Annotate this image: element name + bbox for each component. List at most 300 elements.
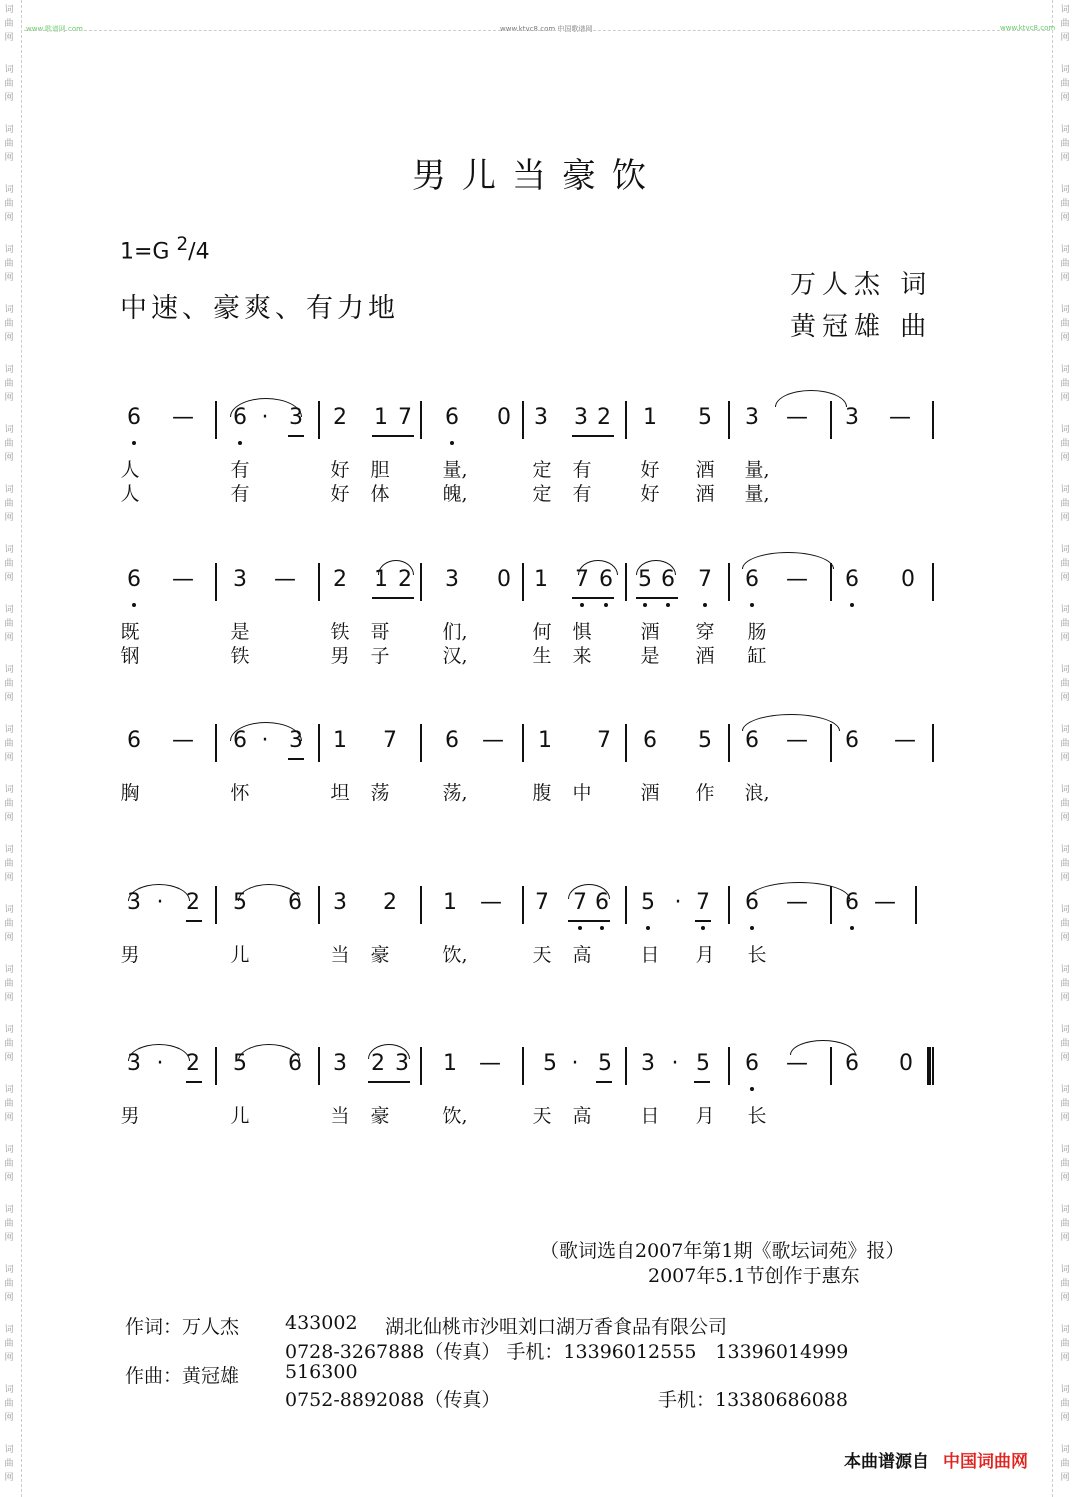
note: 5 xyxy=(698,728,712,753)
lyric-line-2: 汉, xyxy=(442,645,468,667)
underline xyxy=(572,597,614,599)
lyric-line-1: 长 xyxy=(747,1105,767,1127)
lyric-line-1: 儿 xyxy=(230,1105,250,1127)
watermark-char: 网 xyxy=(4,933,14,943)
underline xyxy=(572,435,614,437)
watermark-char: 曲 xyxy=(1060,499,1070,509)
note: 1 xyxy=(374,405,388,430)
lyric-line-2: 铁 xyxy=(230,645,250,667)
bar-line xyxy=(728,401,730,439)
watermark-char: 曲 xyxy=(1060,1039,1070,1049)
tempo-marking: 中速、豪爽、有力地 xyxy=(120,293,399,324)
lyric-line-2: 钢 xyxy=(120,645,140,667)
lyric-line-2: 人 xyxy=(120,483,140,505)
watermark-char: 网 xyxy=(4,633,14,643)
lyric-line-1: 定 xyxy=(532,459,552,481)
lyric-line-1: 日 xyxy=(640,1105,660,1127)
watermark-char: 网 xyxy=(1060,813,1070,823)
watermark-char: 词 xyxy=(4,5,14,15)
watermark-char: 网 xyxy=(4,573,14,583)
watermark-char: 词 xyxy=(4,245,14,255)
watermark-char: 词 xyxy=(1060,485,1070,495)
bar-line xyxy=(932,724,934,762)
watermark-char: 网 xyxy=(4,153,14,163)
note: 7 xyxy=(573,890,587,915)
source-site-link[interactable]: 中国词曲网 xyxy=(943,1452,1028,1472)
lyric-line-1: 何 xyxy=(532,621,552,643)
lyric-line-2: 好 xyxy=(640,483,660,505)
lyric-line-1: 荡, xyxy=(442,782,468,804)
lyric-line-1: 中 xyxy=(572,782,592,804)
note: · xyxy=(571,1051,579,1076)
watermark-char: 曲 xyxy=(4,679,14,689)
lyric-line-1: 哥 xyxy=(370,621,390,643)
watermark-char: 词 xyxy=(1060,845,1070,855)
bar-line xyxy=(728,724,730,762)
watermark-char: 词 xyxy=(4,1385,14,1395)
note: 3 xyxy=(395,1051,409,1076)
watermark-char: 曲 xyxy=(4,379,14,389)
watermark-char: 网 xyxy=(4,453,14,463)
watermark-char: 曲 xyxy=(4,559,14,569)
note: 7 xyxy=(698,567,712,592)
watermark-char: 网 xyxy=(1060,1053,1070,1063)
slur xyxy=(742,552,834,569)
note: 3 xyxy=(289,405,303,430)
note: 6 xyxy=(127,728,141,753)
watermark-char: 网 xyxy=(1060,573,1070,583)
watermark-char: 曲 xyxy=(4,1219,14,1229)
lyric-line-1: 月 xyxy=(695,1105,715,1127)
watermark-char: 网 xyxy=(1060,993,1070,1003)
watermark-char: 网 xyxy=(1060,633,1070,643)
watermark-char: 词 xyxy=(4,1445,14,1455)
watermark-char: 网 xyxy=(4,993,14,1003)
lyric-line-1: 是 xyxy=(230,621,250,643)
watermark-char: 曲 xyxy=(4,619,14,629)
note: 3 xyxy=(445,567,459,592)
watermark-char: 网 xyxy=(1060,1233,1070,1243)
lyric-line-1: 高 xyxy=(572,944,592,966)
underline xyxy=(288,758,304,760)
watermark-char: 曲 xyxy=(4,1459,14,1469)
watermark-char: 网 xyxy=(4,1053,14,1063)
bar-line xyxy=(915,886,917,924)
lyric-line-1: 浪, xyxy=(744,782,770,804)
bar-line xyxy=(420,724,422,762)
note: — xyxy=(172,567,194,592)
watermark-char: 曲 xyxy=(4,859,14,869)
note: 1 xyxy=(643,405,657,430)
watermark-char: 网 xyxy=(1060,753,1070,763)
lyricist-contact-label: 作词：万人杰 xyxy=(125,1316,240,1338)
slur xyxy=(238,884,300,901)
watermark-char: 网 xyxy=(4,1473,14,1483)
lyric-line-2: 量, xyxy=(744,483,770,505)
note: 7 xyxy=(597,728,611,753)
note: 6 xyxy=(599,567,613,592)
note: 6 xyxy=(643,728,657,753)
watermark-char: 曲 xyxy=(4,739,14,749)
watermark-char: 曲 xyxy=(4,1339,14,1349)
watermark-char: 词 xyxy=(1060,1205,1070,1215)
watermark-char: 网 xyxy=(4,333,14,343)
underline xyxy=(636,597,678,599)
header-middle: www.ktvc8.com 中国歌谱网 xyxy=(500,25,593,33)
note: 5 xyxy=(233,1051,247,1076)
slur xyxy=(368,1044,410,1059)
bar-line xyxy=(522,886,524,924)
lyric-line-1: 豪 xyxy=(370,944,390,966)
lyric-line-1: 天 xyxy=(532,944,552,966)
note: 7 xyxy=(575,567,589,592)
note: — xyxy=(482,728,504,753)
watermark-char: 词 xyxy=(4,1265,14,1275)
slur xyxy=(748,882,850,899)
bar-line xyxy=(215,886,217,924)
watermark-char: 网 xyxy=(1060,933,1070,943)
note: 2 xyxy=(398,567,412,592)
watermark-char: 词 xyxy=(1060,665,1070,675)
lyric-line-1: 铁 xyxy=(330,621,350,643)
slur xyxy=(230,398,302,417)
lyric-line-2: 生 xyxy=(532,645,552,667)
watermark-char: 曲 xyxy=(4,139,14,149)
watermark-char: 词 xyxy=(4,905,14,915)
note: 2 xyxy=(597,405,611,430)
watermark-char: 网 xyxy=(4,1293,14,1303)
octave-dot xyxy=(701,926,705,930)
bar-line xyxy=(318,724,320,762)
lyricist-address: 湖北仙桃市沙咀刘口湖万香食品有限公司 xyxy=(385,1316,728,1338)
watermark-char: 网 xyxy=(4,873,14,883)
note: 5 xyxy=(638,567,652,592)
note: — xyxy=(786,405,808,430)
note: — xyxy=(889,405,911,430)
watermark-char: 曲 xyxy=(4,799,14,809)
underline xyxy=(694,1081,710,1083)
watermark-char: 曲 xyxy=(1060,1219,1070,1229)
watermark-char: 曲 xyxy=(1060,259,1070,269)
lyric-line-1: 豪 xyxy=(370,1105,390,1127)
watermark-char: 曲 xyxy=(1060,79,1070,89)
note: 2 xyxy=(333,405,347,430)
octave-dot xyxy=(238,441,242,445)
note: 5 xyxy=(641,890,655,915)
octave-dot xyxy=(703,603,707,607)
note: 5 xyxy=(598,1051,612,1076)
watermark-char: 曲 xyxy=(4,1099,14,1109)
note: · xyxy=(674,890,682,915)
lyric-line-1: 高 xyxy=(572,1105,592,1127)
watermark-char: 词 xyxy=(4,425,14,435)
note: 7 xyxy=(398,405,412,430)
note: 6 xyxy=(745,567,759,592)
bar-line xyxy=(932,563,934,601)
note: 3 xyxy=(845,405,859,430)
watermark-char: 曲 xyxy=(1060,439,1070,449)
bar-line xyxy=(728,1047,730,1085)
watermark-char: 曲 xyxy=(4,1039,14,1049)
octave-dot xyxy=(132,441,136,445)
slur xyxy=(775,390,847,407)
watermark-char: 曲 xyxy=(1060,979,1070,989)
watermark-char: 词 xyxy=(1060,245,1070,255)
note: 1 xyxy=(374,567,388,592)
note: 6 xyxy=(745,728,759,753)
note: 7 xyxy=(383,728,397,753)
underline xyxy=(288,435,304,437)
note: 3 xyxy=(333,1051,347,1076)
lyric-line-1: 酒 xyxy=(640,782,660,804)
octave-dot xyxy=(750,1087,754,1091)
watermark-char: 网 xyxy=(4,753,14,763)
watermark-char: 词 xyxy=(4,1205,14,1215)
octave-dot xyxy=(850,926,854,930)
bar-line xyxy=(522,724,524,762)
watermark-char: 网 xyxy=(1060,1473,1070,1483)
watermark-char: 曲 xyxy=(1060,1459,1070,1469)
bar-line xyxy=(215,563,217,601)
note: · xyxy=(671,1051,679,1076)
bar-line xyxy=(215,724,217,762)
right-watermark-strip xyxy=(1056,0,1074,1497)
watermark-char: 网 xyxy=(1060,333,1070,343)
octave-dot xyxy=(132,603,136,607)
watermark-char: 网 xyxy=(4,813,14,823)
bar-line xyxy=(420,1047,422,1085)
lyricist-zip: 433002 xyxy=(285,1312,358,1334)
watermark-char: 曲 xyxy=(4,19,14,29)
watermark-char: 词 xyxy=(1060,785,1070,795)
key-text: 1=G xyxy=(120,239,170,265)
slur xyxy=(636,560,676,575)
underline xyxy=(596,1081,612,1083)
note: 3 xyxy=(534,405,548,430)
lyricist-credit: 万人杰 词 xyxy=(790,270,933,300)
note: 1 xyxy=(534,567,548,592)
lyric-line-1: 男 xyxy=(120,1105,140,1127)
note: 6 xyxy=(745,890,759,915)
watermark-char: 网 xyxy=(1060,33,1070,43)
note: 0 xyxy=(497,405,511,430)
watermark-char: 网 xyxy=(4,1173,14,1183)
note: · xyxy=(261,728,269,753)
bar-line xyxy=(215,401,217,439)
lyric-line-2: 魄, xyxy=(442,483,468,505)
watermark-char: 词 xyxy=(1060,905,1070,915)
composer-phone: 0752-8892088（传真） xyxy=(285,1389,501,1411)
slur xyxy=(742,714,840,731)
lyric-line-1: 天 xyxy=(532,1105,552,1127)
lyric-line-1: 长 xyxy=(747,944,767,966)
bar-line xyxy=(318,886,320,924)
note: 6 xyxy=(127,405,141,430)
composer-credit: 黄冠雄 曲 xyxy=(790,312,933,342)
lyricist-phone: 0728-3267888（传真） 手机：13396012555 13396014999 xyxy=(285,1341,849,1363)
note: 6 xyxy=(845,1051,859,1076)
key-signature: 1=G $^2$/4 xyxy=(120,234,210,265)
slur xyxy=(378,560,414,575)
lyric-line-1: 腹 xyxy=(532,782,552,804)
bar-line xyxy=(318,401,320,439)
header-rule xyxy=(24,30,1050,31)
octave-dot xyxy=(600,926,604,930)
song-title: 男儿当豪饮 xyxy=(412,156,662,196)
note: 3 xyxy=(127,890,141,915)
note: 6 xyxy=(445,728,459,753)
watermark-char: 词 xyxy=(4,185,14,195)
watermark-char: 曲 xyxy=(1060,559,1070,569)
note: 1 xyxy=(443,1051,457,1076)
note: 6 xyxy=(233,405,247,430)
bar-line xyxy=(625,563,627,601)
underline xyxy=(695,920,711,922)
note: 3 xyxy=(233,567,247,592)
lyric-line-2: 来 xyxy=(572,645,592,667)
note: 5 xyxy=(696,1051,710,1076)
watermark-char: 词 xyxy=(1060,1385,1070,1395)
note: 2 xyxy=(186,1051,200,1076)
note: 3 xyxy=(745,405,759,430)
right-divider xyxy=(1052,0,1053,1497)
lyric-line-2: 子 xyxy=(370,645,390,667)
lyric-line-2: 有 xyxy=(230,483,250,505)
note: 3 xyxy=(289,728,303,753)
slur xyxy=(128,884,190,901)
note: 2 xyxy=(371,1051,385,1076)
lyric-line-1: 惧 xyxy=(572,621,592,643)
watermark-char: 曲 xyxy=(4,979,14,989)
lyrics-source-note: （歌词选自2007年第1期《歌坛词苑》报） xyxy=(540,1240,905,1262)
watermark-char: 曲 xyxy=(1060,739,1070,749)
watermark-char: 曲 xyxy=(4,259,14,269)
note: 0 xyxy=(497,567,511,592)
watermark-char: 曲 xyxy=(4,919,14,929)
note: — xyxy=(172,405,194,430)
header-right: www.ktvc8.com xyxy=(1000,24,1056,32)
slur xyxy=(238,1044,300,1061)
bar-line xyxy=(318,563,320,601)
note: — xyxy=(479,1051,501,1076)
lyric-line-1: 饮, xyxy=(442,944,468,966)
octave-dot xyxy=(750,603,754,607)
octave-dot xyxy=(750,926,754,930)
note: — xyxy=(480,890,502,915)
underline xyxy=(186,1081,202,1083)
underline xyxy=(372,435,414,437)
note: 2 xyxy=(186,890,200,915)
lyric-line-1: 月 xyxy=(695,944,715,966)
bar-line xyxy=(215,1047,217,1085)
note: 1 xyxy=(443,890,457,915)
watermark-char: 网 xyxy=(1060,393,1070,403)
note: — xyxy=(786,1051,808,1076)
underline xyxy=(568,920,610,922)
lyric-line-1: 有 xyxy=(230,459,250,481)
note: 3 xyxy=(574,405,588,430)
watermark-char: 词 xyxy=(1060,1085,1070,1095)
lyric-line-1: 量, xyxy=(744,459,770,481)
note: — xyxy=(786,890,808,915)
watermark-char: 词 xyxy=(1060,545,1070,555)
bar-line xyxy=(625,1047,627,1085)
watermark-char: 词 xyxy=(4,665,14,675)
slur xyxy=(578,560,618,575)
watermark-char: 词 xyxy=(1060,1445,1070,1455)
watermark-char: 词 xyxy=(4,1145,14,1155)
watermark-char: 网 xyxy=(4,1353,14,1363)
bar-line xyxy=(932,401,934,439)
note: 6 xyxy=(661,567,675,592)
watermark-char: 网 xyxy=(1060,1173,1070,1183)
octave-dot xyxy=(643,603,647,607)
watermark-char: 词 xyxy=(1060,1265,1070,1275)
bar-line xyxy=(318,1047,320,1085)
lyric-line-1: 人 xyxy=(120,459,140,481)
note: 1 xyxy=(333,728,347,753)
lyric-line-2: 定 xyxy=(532,483,552,505)
watermark-char: 词 xyxy=(4,125,14,135)
watermark-char: 网 xyxy=(1060,513,1070,523)
lyric-line-1: 男 xyxy=(120,944,140,966)
watermark-char: 曲 xyxy=(4,1399,14,1409)
note: · xyxy=(156,1051,164,1076)
note: 5 xyxy=(233,890,247,915)
watermark-char: 网 xyxy=(4,1233,14,1243)
watermark-char: 网 xyxy=(4,1413,14,1423)
watermark-char: 曲 xyxy=(1060,859,1070,869)
bar-line xyxy=(522,1047,524,1085)
note: — xyxy=(894,728,916,753)
slur xyxy=(790,1040,856,1055)
note: 7 xyxy=(535,890,549,915)
lyric-line-1: 当 xyxy=(330,1105,350,1127)
lyric-line-2: 酒 xyxy=(695,483,715,505)
watermark-char: 网 xyxy=(1060,1293,1070,1303)
watermark-char: 词 xyxy=(1060,1145,1070,1155)
lyric-line-1: 胆 xyxy=(370,459,390,481)
watermark-char: 曲 xyxy=(4,499,14,509)
note: 1 xyxy=(538,728,552,753)
watermark-char: 曲 xyxy=(1060,1099,1070,1109)
watermark-char: 网 xyxy=(4,213,14,223)
lyric-line-1: 作 xyxy=(695,782,715,804)
note: · xyxy=(261,405,269,430)
watermark-char: 曲 xyxy=(1060,379,1070,389)
lyric-line-1: 当 xyxy=(330,944,350,966)
lyric-line-1: 们, xyxy=(442,621,468,643)
watermark-char: 网 xyxy=(4,513,14,523)
lyric-line-1: 日 xyxy=(640,944,660,966)
watermark-char: 词 xyxy=(4,1085,14,1095)
watermark-char: 词 xyxy=(4,785,14,795)
note: 0 xyxy=(901,567,915,592)
watermark-char: 词 xyxy=(4,305,14,315)
note: — xyxy=(274,567,296,592)
note: 3 xyxy=(641,1051,655,1076)
lyric-line-1: 有 xyxy=(572,459,592,481)
watermark-char: 曲 xyxy=(4,439,14,449)
watermark-char: 网 xyxy=(4,273,14,283)
note: 6 xyxy=(745,1051,759,1076)
watermark-char: 曲 xyxy=(1060,1339,1070,1349)
watermark-char: 词 xyxy=(4,605,14,615)
source-credit xyxy=(844,1447,1028,1472)
lyric-line-2: 体 xyxy=(370,483,390,505)
octave-dot xyxy=(604,603,608,607)
watermark-char: 曲 xyxy=(1060,19,1070,29)
